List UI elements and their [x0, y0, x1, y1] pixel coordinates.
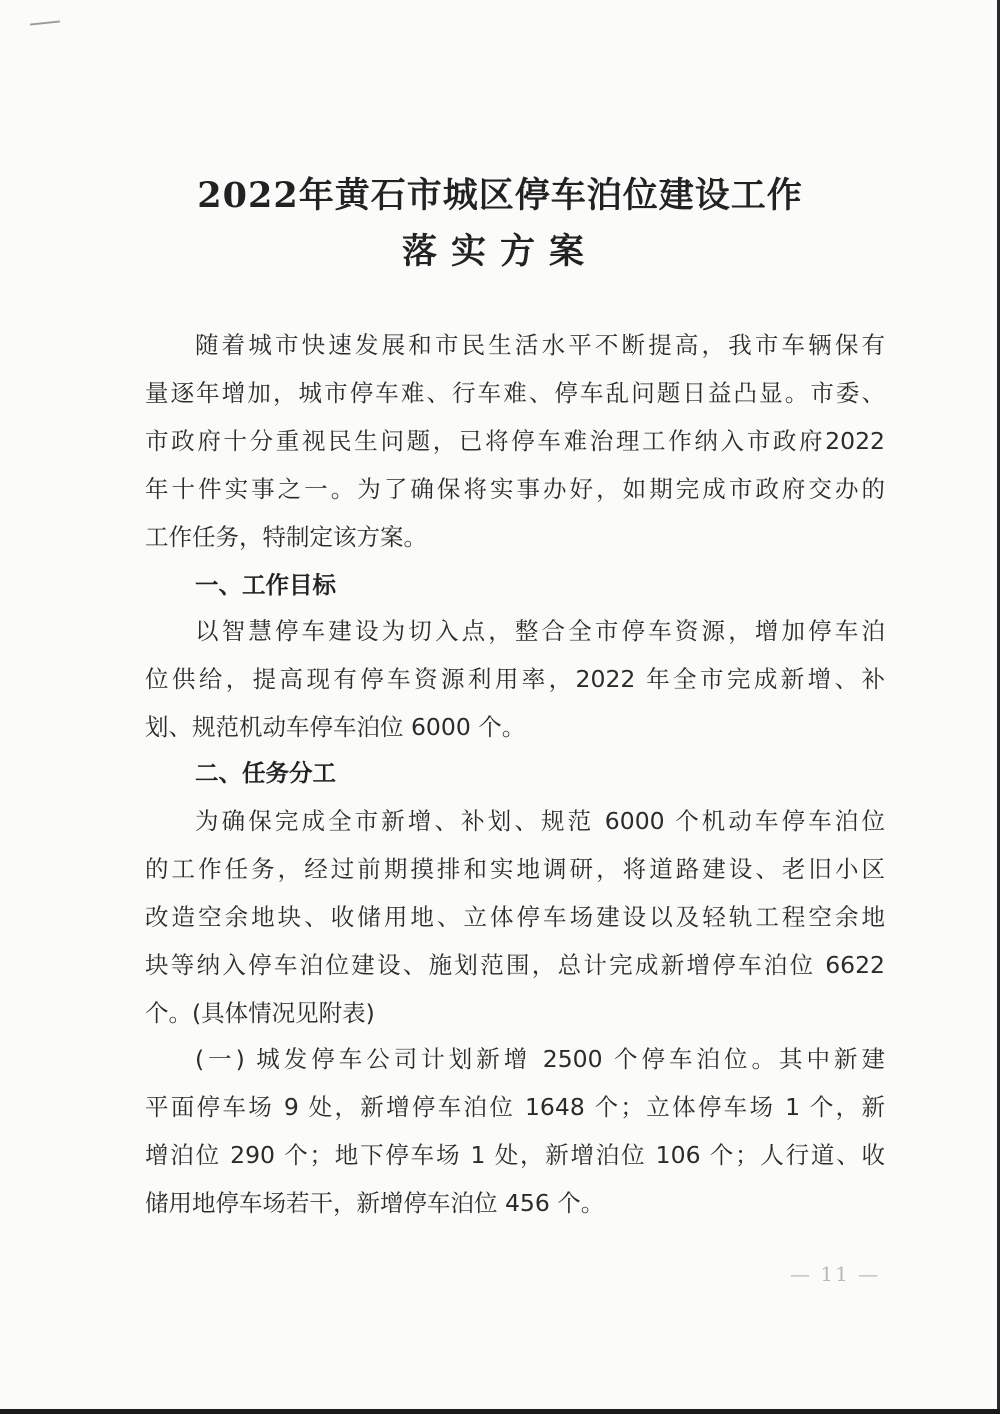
intro-line-1: 随着城市快速发展和市民生活水平不断提高，我市车辆保有: [195, 331, 885, 359]
document-title-line-2: 落实方案: [401, 231, 598, 272]
subsection-1-line-2: 平面停车场 9 处，新增停车泊位 1648 个；立体停车场 1 个，新: [145, 1093, 885, 1121]
intro-line-4: 年十件实事之一。为了确保将实事办好，如期完成市政府交办的: [145, 475, 885, 503]
section-heading-goals: 一、工作目标: [195, 571, 336, 599]
document-title-line-1: 2022年黄石市城区停车泊位建设工作: [197, 175, 803, 216]
page-number: — 11 —: [790, 1262, 881, 1286]
subsection-1-line-1: (一) 城发停车公司计划新增 2500 个停车泊位。其中新建: [195, 1045, 885, 1073]
goals-line-2: 位供给，提高现有停车资源利用率，2022 年全市完成新增、补: [145, 665, 885, 693]
subsection-1-line-3: 增泊位 290 个；地下停车场 1 处，新增泊位 106 个；人行道、收: [145, 1141, 885, 1169]
intro-line-5: 工作任务，特制定该方案。: [145, 523, 427, 551]
tasks-line-4: 块等纳入停车泊位建设、施划范围，总计完成新增停车泊位 6622: [145, 951, 885, 979]
goals-line-1: 以智慧停车建设为切入点，整合全市停车资源，增加停车泊: [195, 617, 885, 645]
tasks-line-2: 的工作任务，经过前期摸排和实地调研，将道路建设、老旧小区: [145, 855, 885, 883]
subsection-1-line-4: 储用地停车场若干，新增停车泊位 456 个。: [145, 1189, 605, 1217]
intro-line-2: 量逐年增加，城市停车难、行车难、停车乱问题日益凸显。市委、: [145, 379, 885, 407]
scan-mark: [30, 20, 60, 25]
tasks-line-5: 个。(具体情况见附表): [145, 999, 375, 1027]
tasks-line-1: 为确保完成全市新增、补划、规范 6000 个机动车停车泊位: [195, 807, 885, 835]
tasks-line-3: 改造空余地块、收储用地、立体停车场建设以及轻轨工程空余地: [145, 903, 885, 931]
scan-edge-bottom: [0, 1409, 1000, 1414]
intro-line-3: 市政府十分重视民生问题，已将停车难治理工作纳入市政府2022: [145, 427, 885, 455]
goals-line-3: 划、规范机动车停车泊位 6000 个。: [145, 713, 526, 741]
section-heading-tasks: 二、任务分工: [195, 759, 336, 787]
